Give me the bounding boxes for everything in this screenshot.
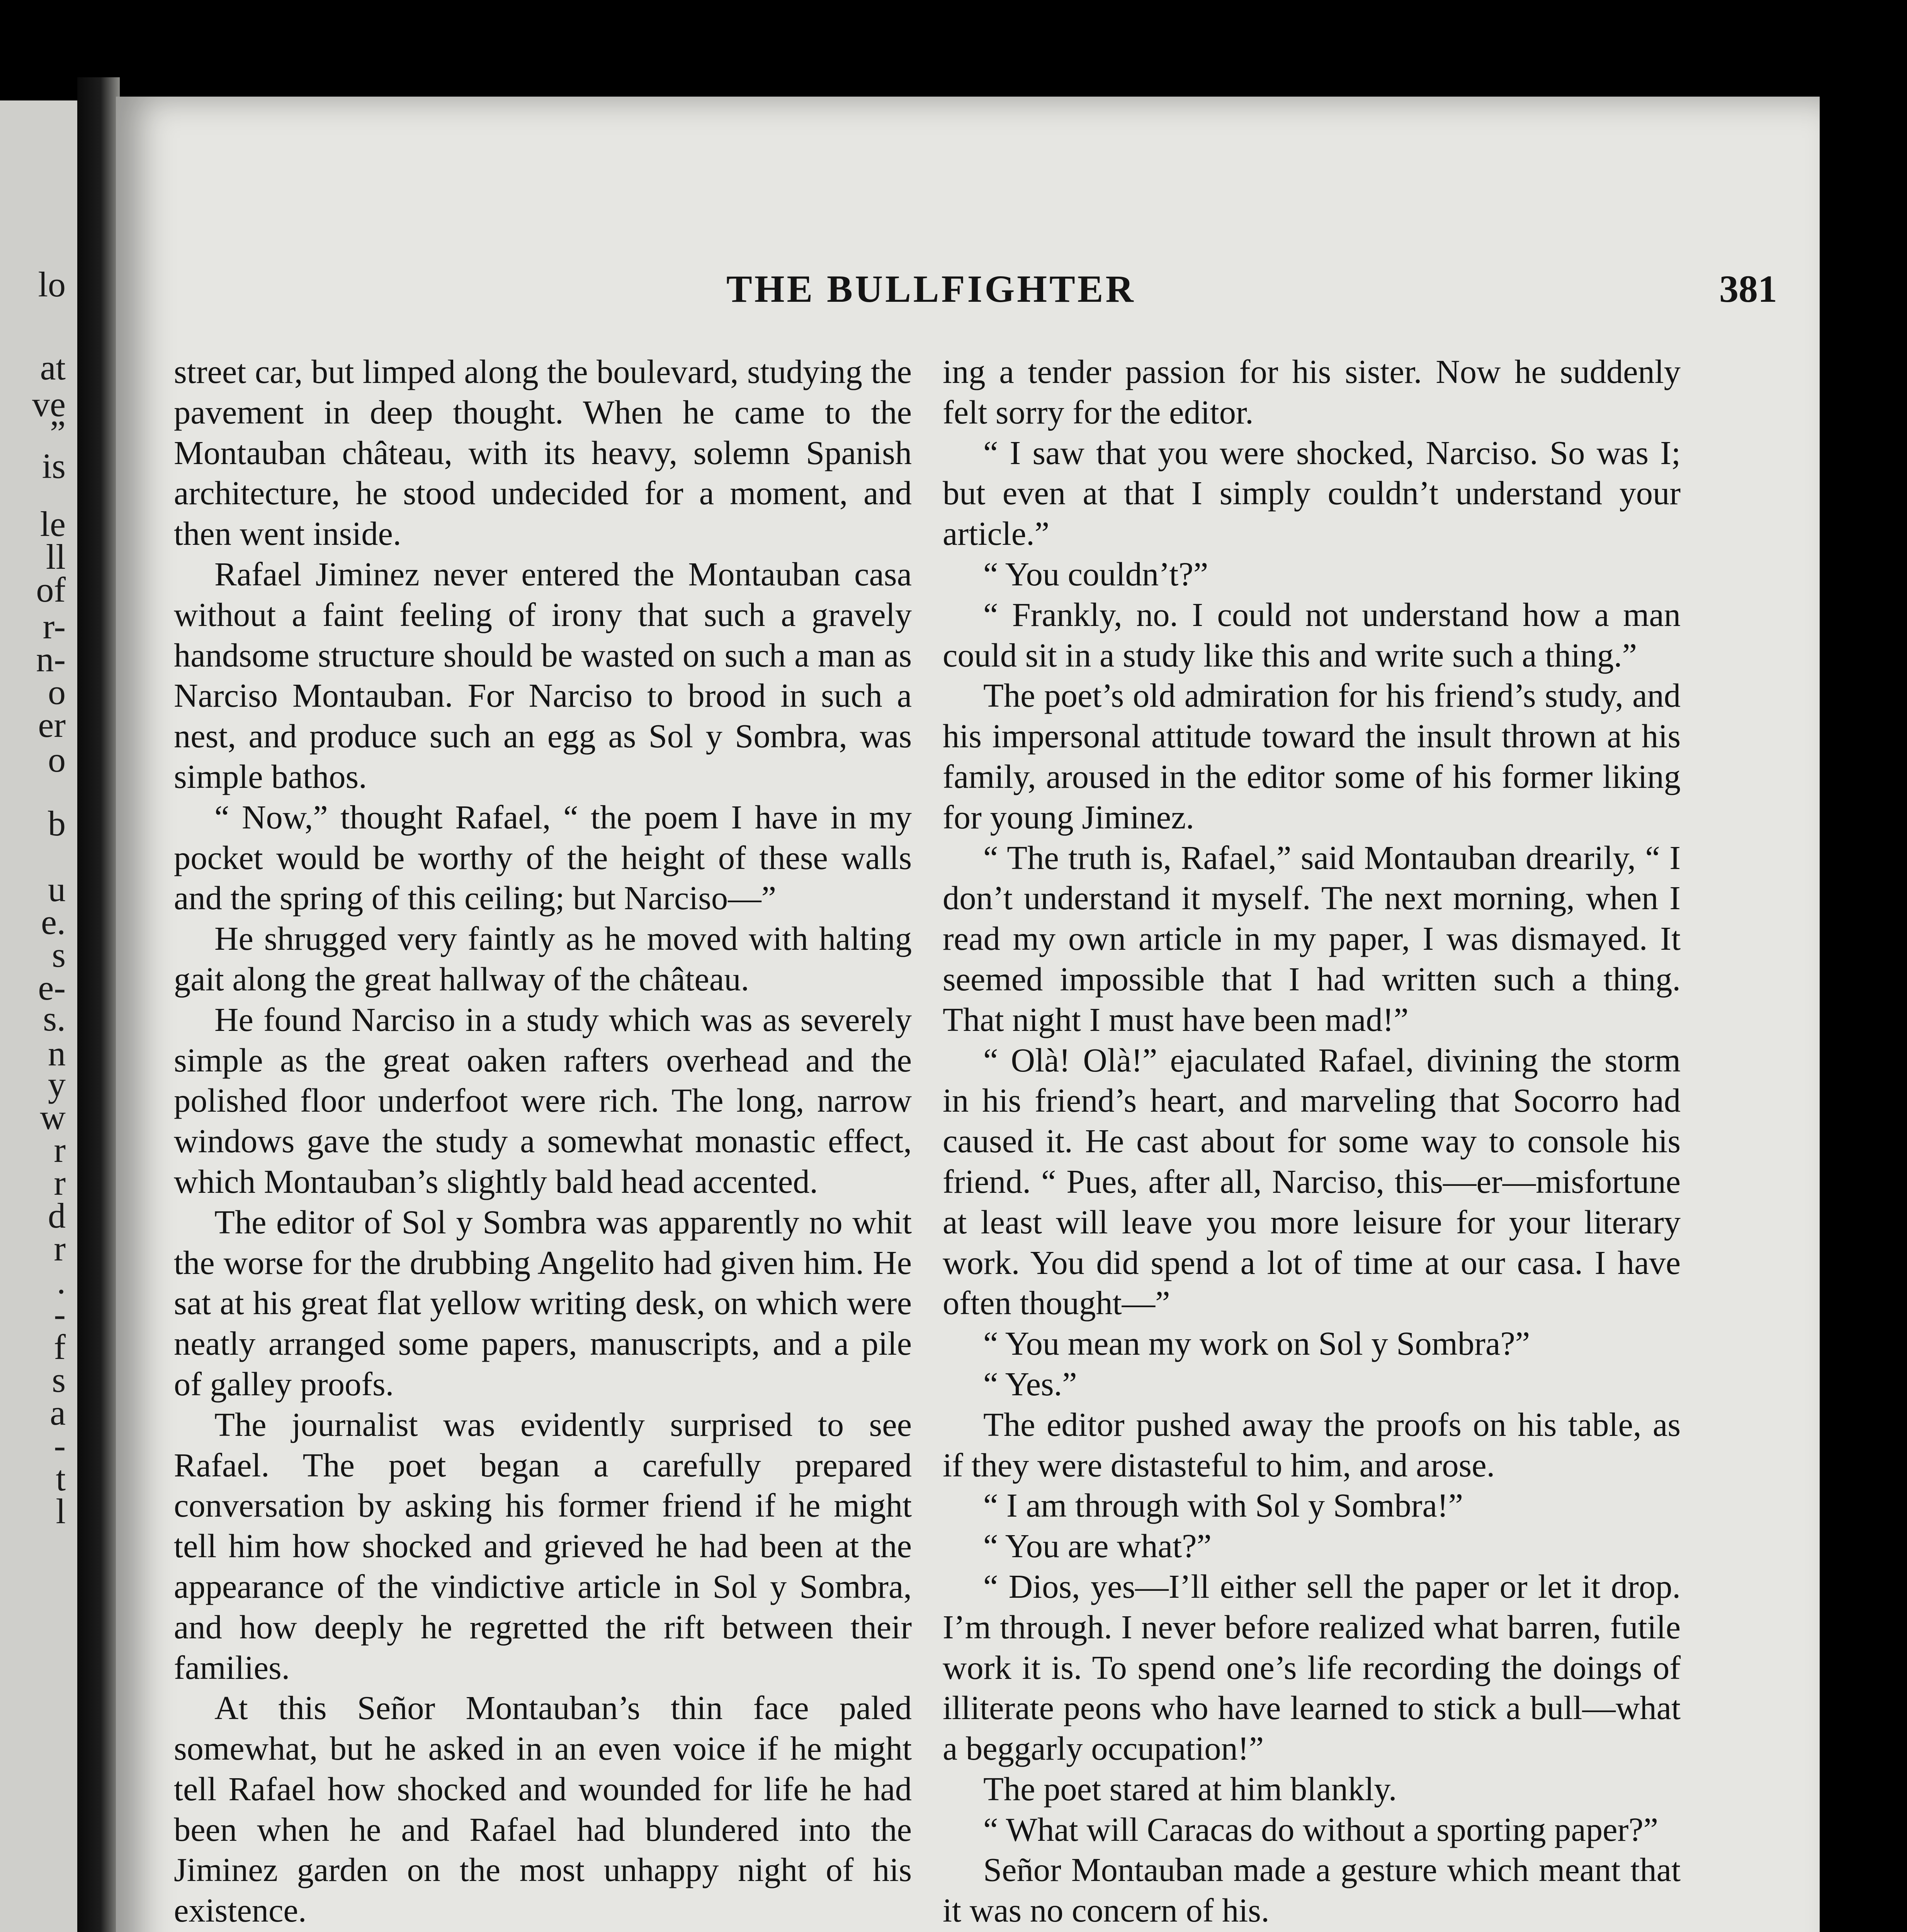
previous-page-fragment: ll — [46, 537, 66, 577]
left-text-column — [174, 352, 912, 1932]
paragraph: “ What will Caracas do without a sporting paper?” — [983, 1811, 1659, 1848]
previous-page-fragment: at — [40, 348, 66, 387]
paragraph: ing a tender passion for his sister. Now he suddenly felt sorry for the editor. — [943, 353, 1681, 431]
previous-page-fragment: a — [50, 1393, 66, 1432]
paragraph: “ Frankly, no. I could not understand how a man could sit in a study like this and write such a thing.” — [943, 596, 1681, 674]
previous-page-fragment: s. — [43, 999, 66, 1038]
previous-page-fragment: o — [48, 672, 66, 712]
book-page — [116, 97, 1820, 1932]
paragraph: “ Yes.” — [983, 1365, 1077, 1403]
running-title: THE BULLFIGHTER — [726, 267, 1136, 310]
previous-page-fragment: n — [48, 1034, 66, 1073]
paragraph: “ You couldn’t?” — [983, 555, 1208, 593]
paragraph: He found Narciso in a study which was as severely simple as the great oaken rafters overhead and the polished floor underfoot were rich. The long, narrow windows gave the study a somewhat monastic effect, which Montauban’s slightly bald head accented. — [174, 1001, 912, 1200]
previous-page-fragment: b — [48, 804, 66, 843]
previous-page-fragment: ” — [50, 413, 66, 453]
previous-page-fragment: u — [48, 869, 66, 909]
paragraph: “ Now,” thought Rafael, “ the poem I have in my pocket would be worthy of the height of these walls and the spring of this ceiling; but Narciso—” — [174, 798, 912, 917]
paragraph: “ The truth is, Rafael,” said Montauban drearily, “ I don’t understand it myself. The next morning, when I read my own article in my paper, I was dismayed. It seemed impossible that I had written such a thing. That night I must have been mad!” — [943, 839, 1681, 1038]
previous-page-fragment: . — [57, 1262, 66, 1301]
previous-page-fragment: y — [48, 1065, 66, 1104]
paragraph: Señor Montauban made a gesture which meant that it was no concern of his. — [943, 1851, 1681, 1929]
previous-page-fragment: r- — [42, 607, 66, 646]
previous-page-fragment: s — [52, 1360, 66, 1400]
previous-page-fragment: r — [54, 1130, 66, 1170]
previous-page-fragment: w — [40, 1097, 66, 1137]
paragraph: The editor pushed away the proofs on his table, as if they were distasteful to him, and arose. — [943, 1406, 1681, 1484]
paragraph: “ You mean my work on Sol y Sombra?” — [983, 1325, 1530, 1362]
previous-page-fragment: - — [54, 1294, 66, 1334]
paragraph: “ I saw that you were shocked, Narciso. So was I; but even at that I simply couldn’t understand your article.” — [943, 434, 1681, 553]
paragraph: “ Olà! Olà!” ejaculated Rafael, divining the storm in his friend’s heart, and marveling that Socorro had caused it. He cast about for some way to console his friend. “ Pues, after all, Narciso, this—er—misfortune at least will leave you more leisure for your literary work. You did spend a lot of time at our casa. I have often thought—” — [943, 1041, 1681, 1322]
previous-page-fragment: r — [54, 1229, 66, 1268]
paragraph: “ You are what?” — [983, 1527, 1212, 1565]
previous-page-fragment: - — [54, 1426, 66, 1465]
paragraph: He shrugged very faintly as he moved with halting gait along the great hallway of the château. — [174, 920, 912, 998]
paragraph: street car, but limped along the boulevard, studying the pavement in deep thought. When he came to the Montauban château, with its heavy, solemn Spanish architecture, he stood undecided for a moment, and then went inside. — [174, 353, 912, 553]
previous-page-fragment: n- — [36, 639, 66, 679]
previous-page-fragment: r — [54, 1163, 66, 1202]
previous-page-fragment: of — [36, 570, 66, 609]
previous-page-fragment: ve — [32, 384, 66, 424]
previous-page-fragment: t — [56, 1459, 66, 1498]
paragraph: The poet’s old admiration for his friend’s study, and his impersonal attitude toward the insult thrown at his family, aroused in the editor some of his former liking for young Jiminez. — [943, 677, 1681, 836]
previous-page-fragment: s — [52, 935, 66, 975]
previous-page-fragment: is — [42, 446, 66, 486]
paragraph: The journalist was evidently surprised to see Rafael. The poet began a carefully prepared conversation by asking his former friend if he might tell him how shocked and grieved he had been at the appearance of the vindictive article in Sol y Sombra, and how deeply he regretted the rift between their families. — [174, 1406, 912, 1686]
previous-page-fragment: er — [38, 705, 66, 745]
previous-page-fragment: d — [48, 1196, 66, 1235]
previous-page-fragment: le — [40, 504, 66, 544]
paragraph: “ Dios, yes—I’ll either sell the paper or let it drop. I’m through. I never before realized what barren, futile work it is. To spend one’s life recording the doings of illiterate peons who have learned to stick a bull—what a beggarly occupation!” — [943, 1568, 1681, 1767]
paragraph: The poet stared at him blankly. — [983, 1770, 1397, 1808]
previous-page-fragment: f — [54, 1327, 66, 1367]
paragraph: The editor of Sol y Sombra was apparently no whit the worse for the drubbing Angelito had given him. He sat at his great flat yellow writing desk, on which were neatly arranged some papers, manuscripts, and a pile of galley proofs. — [174, 1203, 912, 1403]
previous-page-fragment: o — [48, 740, 66, 779]
previous-page-edge — [0, 100, 77, 1932]
book-gutter — [77, 77, 120, 1932]
previous-page-fragment: e- — [38, 968, 66, 1007]
previous-page-fragment: e. — [41, 902, 66, 942]
paragraph: At this Señor Montauban’s thin face paled somewhat, but he asked in an even voice if he might tell Rafael how shocked and wounded for life he had been when he and Rafael had blundered into the Jiminez garden on the most unhappy night of his existence. — [174, 1689, 912, 1929]
right-text-column — [943, 352, 1681, 1932]
previous-page-fragment: lo — [38, 265, 66, 304]
page-header — [116, 267, 1820, 317]
paragraph: Rafael Jiminez never entered the Montauban casa without a faint feeling of irony that such a gravely handsome structure should be wasted on such a man as Narciso Montauban. For Narciso to brood in such a nest, and produce such an egg as Sol y Sombra, was simple bathos. — [174, 555, 912, 795]
page-number: 381 — [1719, 267, 1777, 310]
paragraph: “ I am through with Sol y Sombra!” — [983, 1487, 1463, 1524]
previous-page-fragment: l — [56, 1492, 66, 1531]
